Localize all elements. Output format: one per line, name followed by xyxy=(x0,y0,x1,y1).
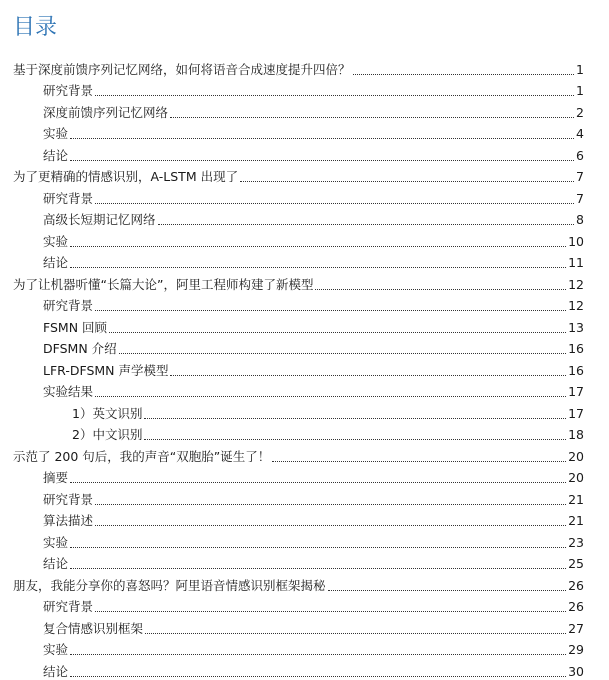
toc-dot-leader xyxy=(158,224,575,225)
toc-entry-title: DFSMN 介绍 xyxy=(43,341,117,356)
toc-section-entry[interactable] xyxy=(0,486,609,508)
toc-entry-title: 基于深度前馈序列记忆网络，如何将语音合成速度提升四倍？ xyxy=(13,61,351,77)
toc-page-number: 17 xyxy=(568,384,584,399)
toc-chapter-entry[interactable] xyxy=(0,164,609,186)
toc-section-entry[interactable] xyxy=(0,357,609,379)
toc-list xyxy=(0,56,609,680)
toc-page-number: 6 xyxy=(576,147,584,163)
toc-page-number: 8 xyxy=(576,212,584,227)
toc-page-number: 26 xyxy=(568,599,584,614)
toc-entry-title: 深度前馈序列记忆网络 xyxy=(43,104,169,120)
toc-page-number: 18 xyxy=(568,427,584,442)
toc-page-number: 10 xyxy=(568,233,584,249)
toc-section-entry[interactable] xyxy=(0,465,609,487)
toc-page-number: 25 xyxy=(568,556,584,571)
toc-page-number: 26 xyxy=(568,577,584,593)
toc-entry-title: 为了让机器听懂“长篇大论”，阿里工程师构建了新模型 xyxy=(13,276,314,292)
toc-entry-title: 算法描述 xyxy=(43,513,94,528)
toc-dot-leader xyxy=(119,353,566,354)
toc-dot-leader xyxy=(272,461,566,462)
toc-entry-title: 高级长短期记忆网络 xyxy=(43,212,156,227)
toc-dot-leader xyxy=(240,181,574,182)
toc-dot-leader xyxy=(315,289,566,290)
toc-dot-leader xyxy=(95,525,566,526)
toc-section-entry[interactable] xyxy=(0,422,609,444)
toc-dot-leader xyxy=(70,160,574,161)
toc-entry-title: 实验 xyxy=(43,126,69,141)
toc-dot-leader xyxy=(70,482,566,483)
toc-entry-title: 结论 xyxy=(43,255,69,270)
toc-section-entry[interactable] xyxy=(0,314,609,336)
toc-section-entry[interactable] xyxy=(0,250,609,272)
toc-section-entry[interactable] xyxy=(0,228,609,250)
toc-section-entry[interactable] xyxy=(0,142,609,164)
toc-page-number: 20 xyxy=(568,470,584,485)
toc-entry-title: 实验 xyxy=(43,642,69,657)
toc-page-number: 29 xyxy=(568,642,584,657)
toc-chapter-entry[interactable] xyxy=(0,271,609,293)
toc-dot-leader xyxy=(328,590,567,591)
toc-entry-title: 摘要 xyxy=(43,470,69,485)
toc-page-number: 7 xyxy=(576,190,584,206)
toc-entry-title: 研究背景 xyxy=(43,491,94,507)
toc-entry-title: 朋友，我能分享你的喜怒吗？阿里语音情感识别框架揭秘 xyxy=(13,577,326,593)
toc-page-number: 1 xyxy=(576,61,584,77)
toc-page-number: 7 xyxy=(576,169,584,184)
toc-entry-title: 实验 xyxy=(43,534,69,550)
toc-entry-title: LFR-DFSMN 声学模型 xyxy=(43,362,169,378)
toc-entry-title: 结论 xyxy=(43,663,69,679)
toc-chapter-entry[interactable] xyxy=(0,56,609,78)
toc-title: 目录 xyxy=(13,15,58,40)
toc-page-number: 11 xyxy=(568,255,584,270)
toc-dot-leader xyxy=(95,504,566,505)
toc-entry-title: 实验 xyxy=(43,233,69,249)
toc-entry-title: 结论 xyxy=(43,147,69,163)
toc-entry-title: 1）英文识别 xyxy=(72,405,143,421)
toc-section-entry[interactable] xyxy=(0,508,609,530)
toc-dot-leader xyxy=(95,95,574,96)
toc-page-number: 16 xyxy=(568,341,584,356)
toc-page-number: 12 xyxy=(568,276,584,292)
toc-section-entry[interactable] xyxy=(0,78,609,100)
toc-dot-leader xyxy=(70,246,566,247)
toc-section-entry[interactable] xyxy=(0,529,609,551)
toc-dot-leader xyxy=(144,418,566,419)
toc-entry-title: 实验结果 xyxy=(43,384,94,399)
toc-entry-title: 研究背景 xyxy=(43,599,94,614)
toc-entry-title: 研究背景 xyxy=(43,298,94,313)
toc-dot-leader xyxy=(353,74,575,75)
toc-section-entry[interactable] xyxy=(0,615,609,637)
toc-section-entry[interactable] xyxy=(0,185,609,207)
toc-page-number: 21 xyxy=(568,491,584,507)
toc-dot-leader xyxy=(70,654,566,655)
toc-section-entry[interactable] xyxy=(0,99,609,121)
toc-dot-leader xyxy=(170,117,574,118)
toc-section-entry[interactable] xyxy=(0,207,609,229)
toc-dot-leader xyxy=(70,267,566,268)
toc-page-number: 20 xyxy=(568,448,584,464)
toc-page-number: 2 xyxy=(576,104,584,120)
toc-entry-title: 示范了 200 句后，我的声音“双胞胎”诞生了！ xyxy=(13,448,271,464)
toc-page-number: 16 xyxy=(568,362,584,378)
toc-entry-title: 研究背景 xyxy=(43,83,94,98)
toc-section-entry[interactable] xyxy=(0,121,609,143)
toc-section-entry[interactable] xyxy=(0,379,609,401)
toc-entry-title: FSMN 回顾 xyxy=(43,319,108,335)
toc-dot-leader xyxy=(70,568,566,569)
toc-section-entry[interactable] xyxy=(0,336,609,358)
toc-page-number: 17 xyxy=(568,405,584,421)
toc-chapter-entry[interactable] xyxy=(0,572,609,594)
toc-page-number: 4 xyxy=(576,126,584,141)
toc-dot-leader xyxy=(95,396,566,397)
toc-section-entry[interactable] xyxy=(0,594,609,616)
toc-dot-leader xyxy=(145,633,566,634)
toc-page-number: 27 xyxy=(568,620,584,636)
toc-entry-title: 复合情感识别框架 xyxy=(43,620,144,636)
toc-section-entry[interactable] xyxy=(0,658,609,680)
toc-dot-leader xyxy=(170,375,566,376)
toc-page-number: 30 xyxy=(568,663,584,679)
toc-dot-leader xyxy=(95,310,566,311)
toc-dot-leader xyxy=(70,138,574,139)
toc-section-entry[interactable] xyxy=(0,400,609,422)
toc-entry-title: 为了更精确的情感识别，A-LSTM 出现了 xyxy=(13,169,239,184)
toc-section-entry[interactable] xyxy=(0,551,609,573)
toc-page-number: 1 xyxy=(576,83,584,98)
toc-page-number: 21 xyxy=(568,513,584,528)
toc-section-entry[interactable] xyxy=(0,637,609,659)
toc-dot-leader xyxy=(95,203,574,204)
toc-entry-title: 结论 xyxy=(43,556,69,571)
toc-section-entry[interactable] xyxy=(0,293,609,315)
toc-dot-leader xyxy=(70,547,566,548)
toc-page-number: 12 xyxy=(568,298,584,313)
toc-chapter-entry[interactable] xyxy=(0,443,609,465)
toc-dot-leader xyxy=(144,439,566,440)
toc-page-number: 13 xyxy=(568,319,584,335)
toc-page-number: 23 xyxy=(568,534,584,550)
toc-dot-leader xyxy=(95,611,566,612)
toc-dot-leader xyxy=(109,332,566,333)
toc-entry-title: 研究背景 xyxy=(43,190,94,206)
toc-entry-title: 2）中文识别 xyxy=(72,427,143,442)
